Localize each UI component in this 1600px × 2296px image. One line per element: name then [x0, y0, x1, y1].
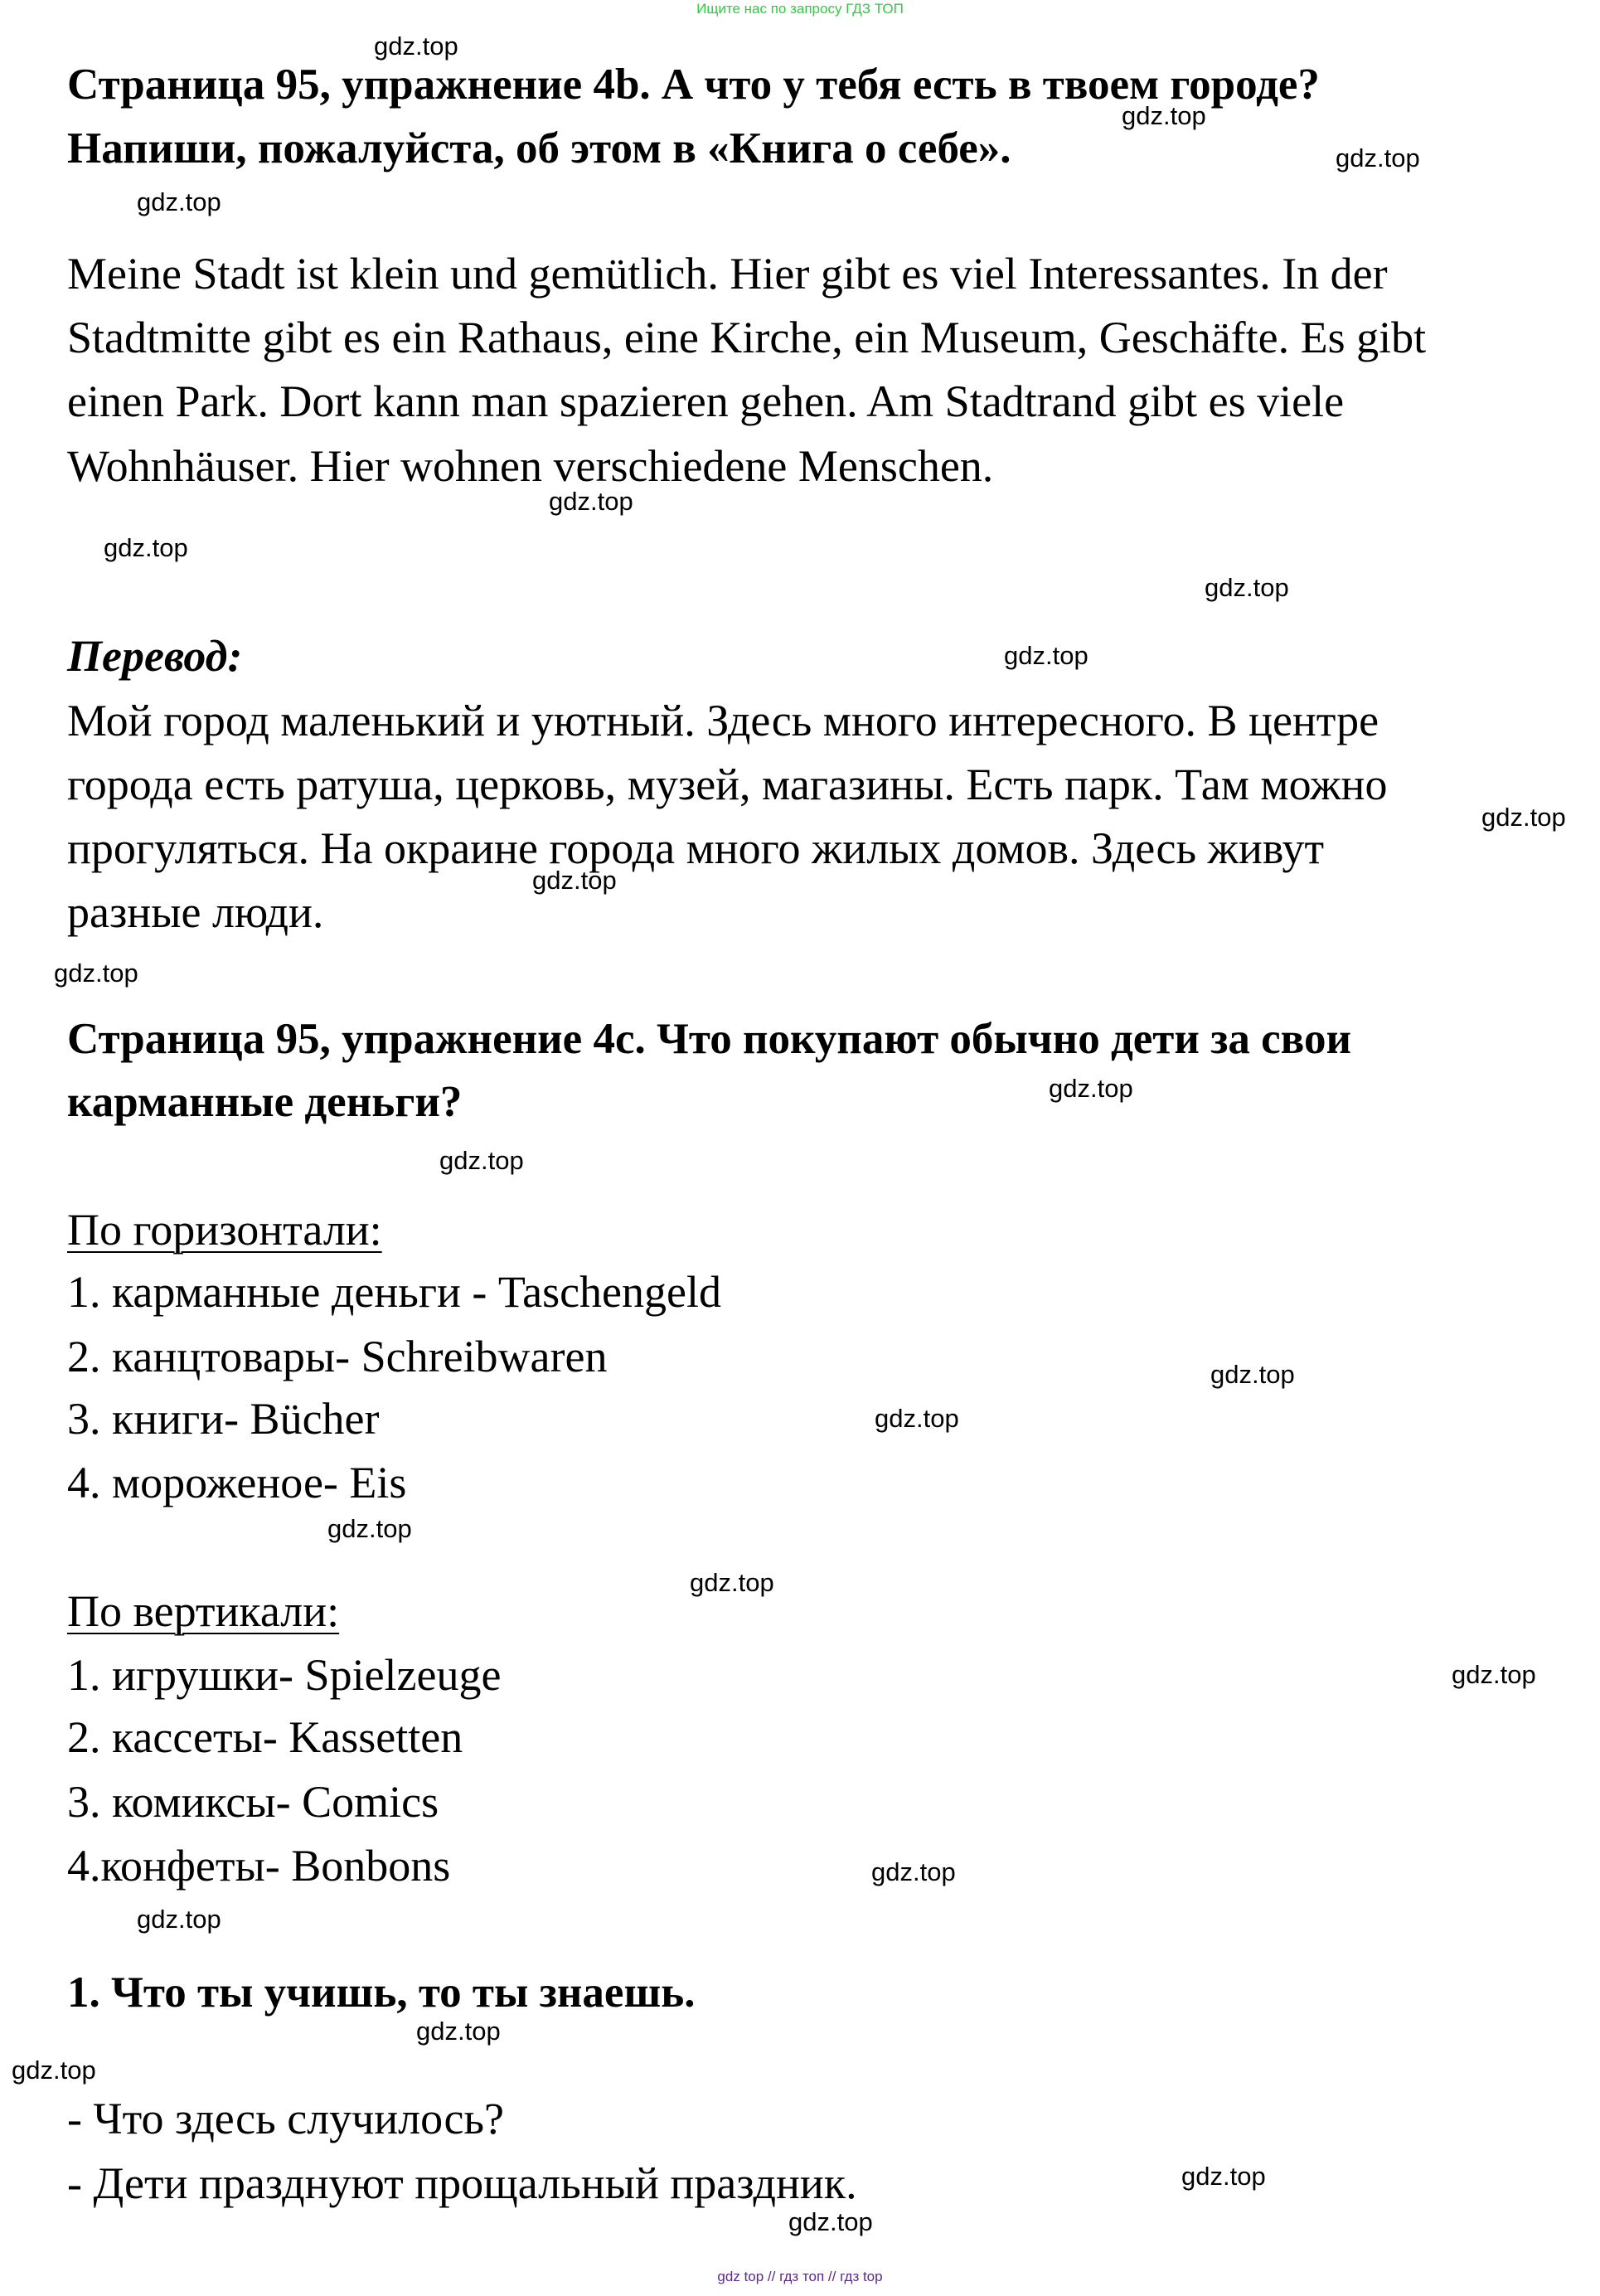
watermark: gdz.top [1004, 641, 1088, 670]
translation-line: города есть ратуша, церковь, музей, магазины. Есть парк. Там можно [67, 760, 1388, 809]
translation-line: Мой город маленький и уютный. Здесь много интересного. В центре [67, 696, 1379, 745]
translation-label: Перевод: [67, 631, 243, 681]
exercise-4c-title: Страница 95, упражнение 4с. Что покупают обычно дети за свои [67, 1015, 1351, 1063]
watermark: gdz.top [1481, 803, 1566, 832]
horizontal-item: 3. книги- Bücher [67, 1394, 380, 1444]
watermark: gdz.top [416, 2017, 501, 2046]
horizontal-item: 4. мороженое- Eis [67, 1458, 407, 1507]
watermark: gdz.top [1122, 101, 1206, 130]
watermark: gdz.top [54, 959, 138, 988]
exercise-4c-title: карманные деньги? [67, 1078, 463, 1126]
watermark: gdz.top [439, 1146, 524, 1175]
watermark: gdz.top [104, 533, 188, 562]
vertical-label: По вертикали: [67, 1586, 340, 1636]
watermark: gdz.top [137, 187, 221, 216]
dialog-line: - Дети празднуют прощальный праздник. [67, 2158, 857, 2208]
translation-line: разные люди. [67, 887, 324, 937]
exercise-1-title: 1. Что ты учишь, то ты знаешь. [67, 1968, 696, 2017]
german-text-line: Wohnhäuser. Hier wohnen verschiedene Menschen. [67, 441, 994, 491]
watermark: gdz.top [532, 866, 617, 895]
search-banner[interactable]: Ищите нас по запросу ГДЗ ТОП [696, 1, 904, 17]
german-text-line: Stadtmitte gibt es ein Rathaus, eine Kirche, ein Museum, Geschäfte. Es gibt [67, 313, 1427, 362]
watermark: gdz.top [875, 1404, 959, 1433]
watermark: gdz.top [12, 2056, 96, 2085]
horizontal-item: 1. карманные деньги - Taschengeld [67, 1267, 721, 1317]
watermark: gdz.top [1210, 1360, 1295, 1389]
watermark: gdz.top [1205, 573, 1289, 602]
watermark: gdz.top [1181, 2162, 1266, 2191]
watermark: gdz.top [871, 1857, 956, 1886]
horizontal-item: 2. канцтовары- Schreibwaren [67, 1332, 608, 1381]
german-text-line: Meine Stadt ist klein und gemütlich. Hier gibt es viel Interessantes. In der [67, 249, 1388, 299]
watermark: gdz.top [690, 1568, 774, 1597]
watermark: gdz.top [1452, 1660, 1536, 1689]
watermark: gdz.top [1336, 143, 1420, 172]
german-text-line: einen Park. Dort kann man spazieren gehen. Am Stadtrand gibt es viele [67, 376, 1345, 426]
watermark: gdz.top [374, 32, 458, 61]
watermark: gdz.top [549, 487, 633, 516]
exercise-4b-title: Страница 95, упражнение 4b. А что у тебя есть в твоем городе? [67, 61, 1320, 109]
translation-line: прогуляться. На окраине города много жилых домов. Здесь живут [67, 823, 1325, 873]
watermark: gdz.top [788, 2207, 873, 2236]
watermark: gdz.top [1049, 1074, 1133, 1103]
dialog-line: - Что здесь случилось? [67, 2094, 505, 2143]
vertical-item: 2. кассеты- Kassetten [67, 1712, 463, 1762]
watermark: gdz.top [327, 1514, 412, 1543]
horizontal-label: По горизонтали: [67, 1205, 382, 1255]
exercise-4b-title: Напиши, пожалуйста, об этом в «Книга о себе». [67, 124, 1011, 172]
footer-links[interactable]: gdz top // гдз топ // гдз top [717, 2269, 883, 2284]
vertical-item: 3. комиксы- Comics [67, 1777, 439, 1827]
watermark: gdz.top [137, 1905, 221, 1934]
vertical-item: 4.конфеты- Bonbons [67, 1841, 451, 1891]
vertical-item: 1. игрушки- Spielzeuge [67, 1650, 502, 1700]
